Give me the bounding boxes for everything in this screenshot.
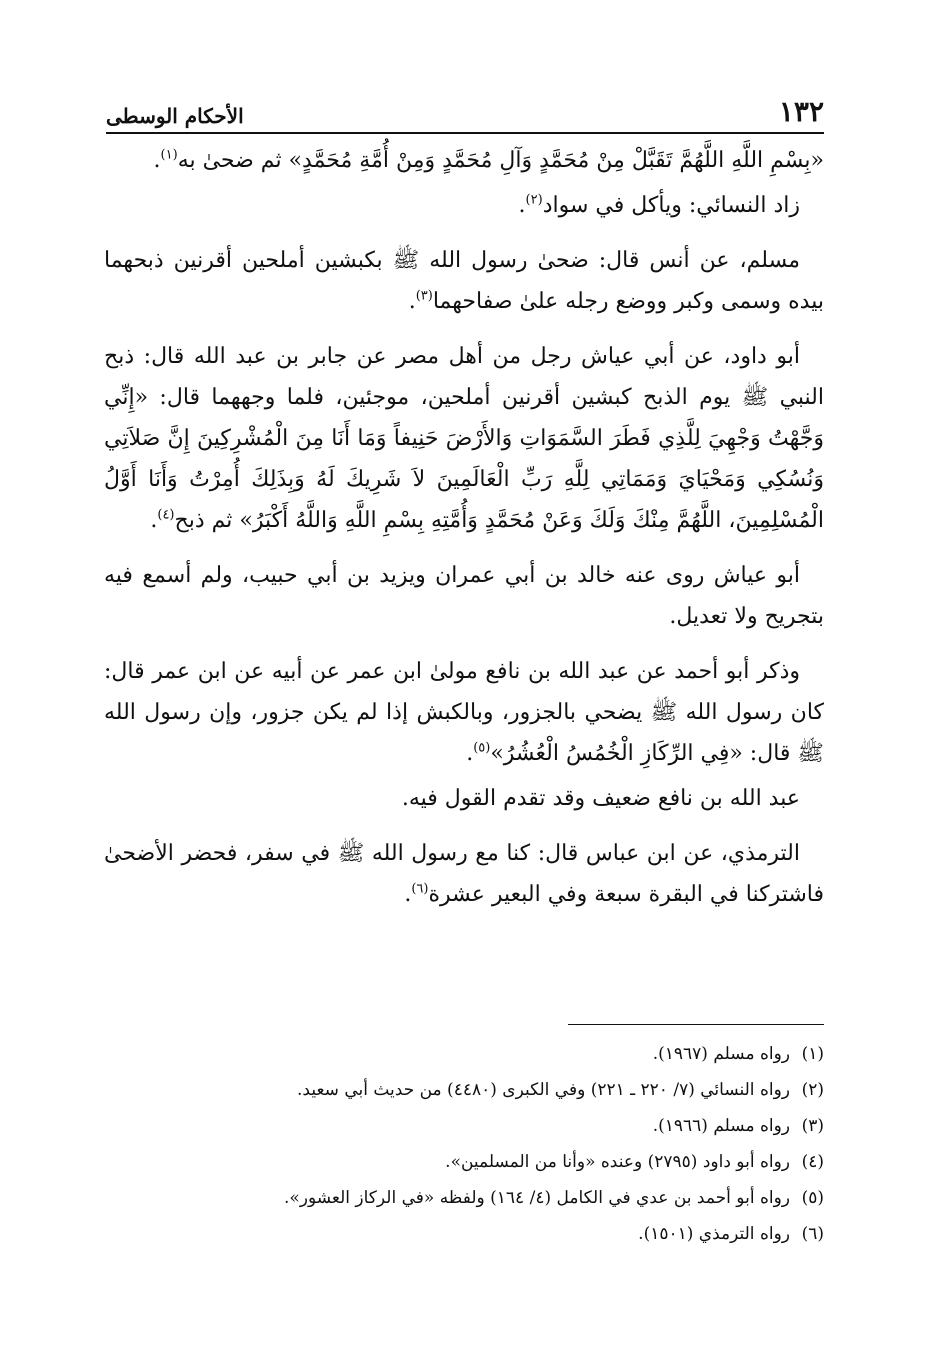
footnote-text: رواه أبو أحمد بن عدي في الكامل (٤/ ١٦٤) ولفظه «في الركاز العشور».: [283, 1188, 790, 1208]
footnote-number: (٢): [801, 1080, 824, 1100]
paragraph: أبو عياش روى عنه خالد بن أبي عمران ويزيد بن أبي حبيب، ولم أسمع فيه بتجريح ولا تعديل.: [104, 563, 824, 629]
footnote-number: (١): [801, 1044, 824, 1064]
paragraph: «بِسْمِ اللَّهِ اللَّهُمَّ تَقَبَّلْ مِنْ مُحَمَّدٍ وَآلِ مُحَمَّدٍ وَمِنْ أُمَّةِ مُحَمَّدٍ» ثم ضحىٰ به$^{(١)}$.: [153, 147, 824, 173]
footnote-ref[interactable]: (١): [160, 147, 178, 163]
paragraph: أبو داود، عن أبي عياش رجل من أهل مصر عن جابر بن عبد الله قال: ذبح النبي ﷺ يوم الذبح كبشين أقرنين أملحين، موجئين، فلما وجههما قال: «إِنِّي وَجَّهْتُ وَجْهِيَ لِلَّذِي فَطَرَ السَّمَوَاتِ وَالأَرْضَ حَنِيفاً وَمَا أَنَا مِنَ الْمُشْرِكِينَ إِنَّ صَلاَتِي وَنُسُكِي وَمَحْيَايَ وَمَمَاتِي لِلَّهِ رَبِّ الْعَالَمِينَ لاَ شَرِيكَ لَهُ وَبِذَلِكَ أُمِرْتُ وَأَنَا أَوَّلُ الْمُسْلِمِينَ، اللَّهُمَّ مِنْكَ وَلَكَ وَعَنْ مُحَمَّدٍ وَأُمَّتِهِ بِسْمِ اللَّهِ وَاللَّهُ أَكْبَرُ» ثم ذبح$^{(٤)}$.: [104, 344, 824, 533]
footnote-ref[interactable]: (٥): [473, 740, 491, 756]
footnote-number: (٦): [801, 1224, 824, 1244]
footnote-ref[interactable]: (٤): [157, 507, 175, 523]
footnote-text: رواه النسائي (٧/ ٢٢٠ ـ ٢٢١) وفي الكبرى (٤٤٨٠) من حديث أبي سعيد.: [297, 1080, 790, 1100]
paragraph: الترمذي، عن ابن عباس قال: كنا مع رسول الله ﷺ في سفر، فحضر الأضحىٰ فاشتركنا في البقرة سبعة وفي البعير عشرة$^{(٦)}$.: [104, 841, 824, 907]
footnotes: [104, 1036, 824, 1252]
footnote-ref[interactable]: (٦): [411, 881, 429, 897]
footnote: [104, 1072, 824, 1108]
paragraph: وذكر أبو أحمد عن عبد الله بن نافع مولىٰ ابن عمر عن أبيه عن ابن عمر قال: كان رسول الله ﷺ يضحي بالجزور، وبالكبش إذا لم يكن جزور، وإن رسول الله ﷺ قال: «فِي الرِّكَازِ الْخُمُسُ الْعُشُرُ»$^{(٥)}$.: [104, 659, 824, 766]
footnote-text: رواه مسلم (١٩٦٧).: [652, 1044, 790, 1064]
main-text: [104, 140, 824, 929]
footnote: [104, 1108, 824, 1144]
paragraph: زاد النسائي: ويأكل في سواد$^{(٢)}$.: [518, 192, 800, 218]
footnote-text: رواه الترمذي (١٥٠١).: [638, 1224, 790, 1244]
footnote: [104, 1216, 824, 1252]
footnote-divider: [568, 1024, 824, 1025]
footnote: [104, 1180, 824, 1216]
footnote: [104, 1036, 824, 1072]
running-title: الأحكام الوسطى: [106, 104, 244, 128]
footnote-ref[interactable]: (٣): [415, 288, 433, 304]
footnote: [104, 1144, 824, 1180]
footnote-number: (٣): [801, 1116, 824, 1136]
page-header: [106, 88, 824, 134]
footnote-number: (٤): [801, 1152, 824, 1172]
paragraph: مسلم، عن أنس قال: ضحىٰ رسول الله ﷺ بكبشين أملحين أقرنين ذبحهما بيده وسمى وكبر ووضع رجله علىٰ صفاحهما$^{(٣)}$.: [104, 248, 824, 314]
page-number: ١٣٢: [778, 95, 824, 128]
footnote-text: رواه أبو داود (٢٧٩٥) وعنده «وأنا من المسلمين».: [445, 1152, 790, 1172]
paragraph: عبد الله بن نافع ضعيف وقد تقدم القول فيه.: [401, 786, 800, 811]
footnote-number: (٥): [801, 1188, 824, 1208]
footnote-ref[interactable]: (٢): [525, 192, 543, 208]
footnote-text: رواه مسلم (١٩٦٦).: [652, 1116, 790, 1136]
